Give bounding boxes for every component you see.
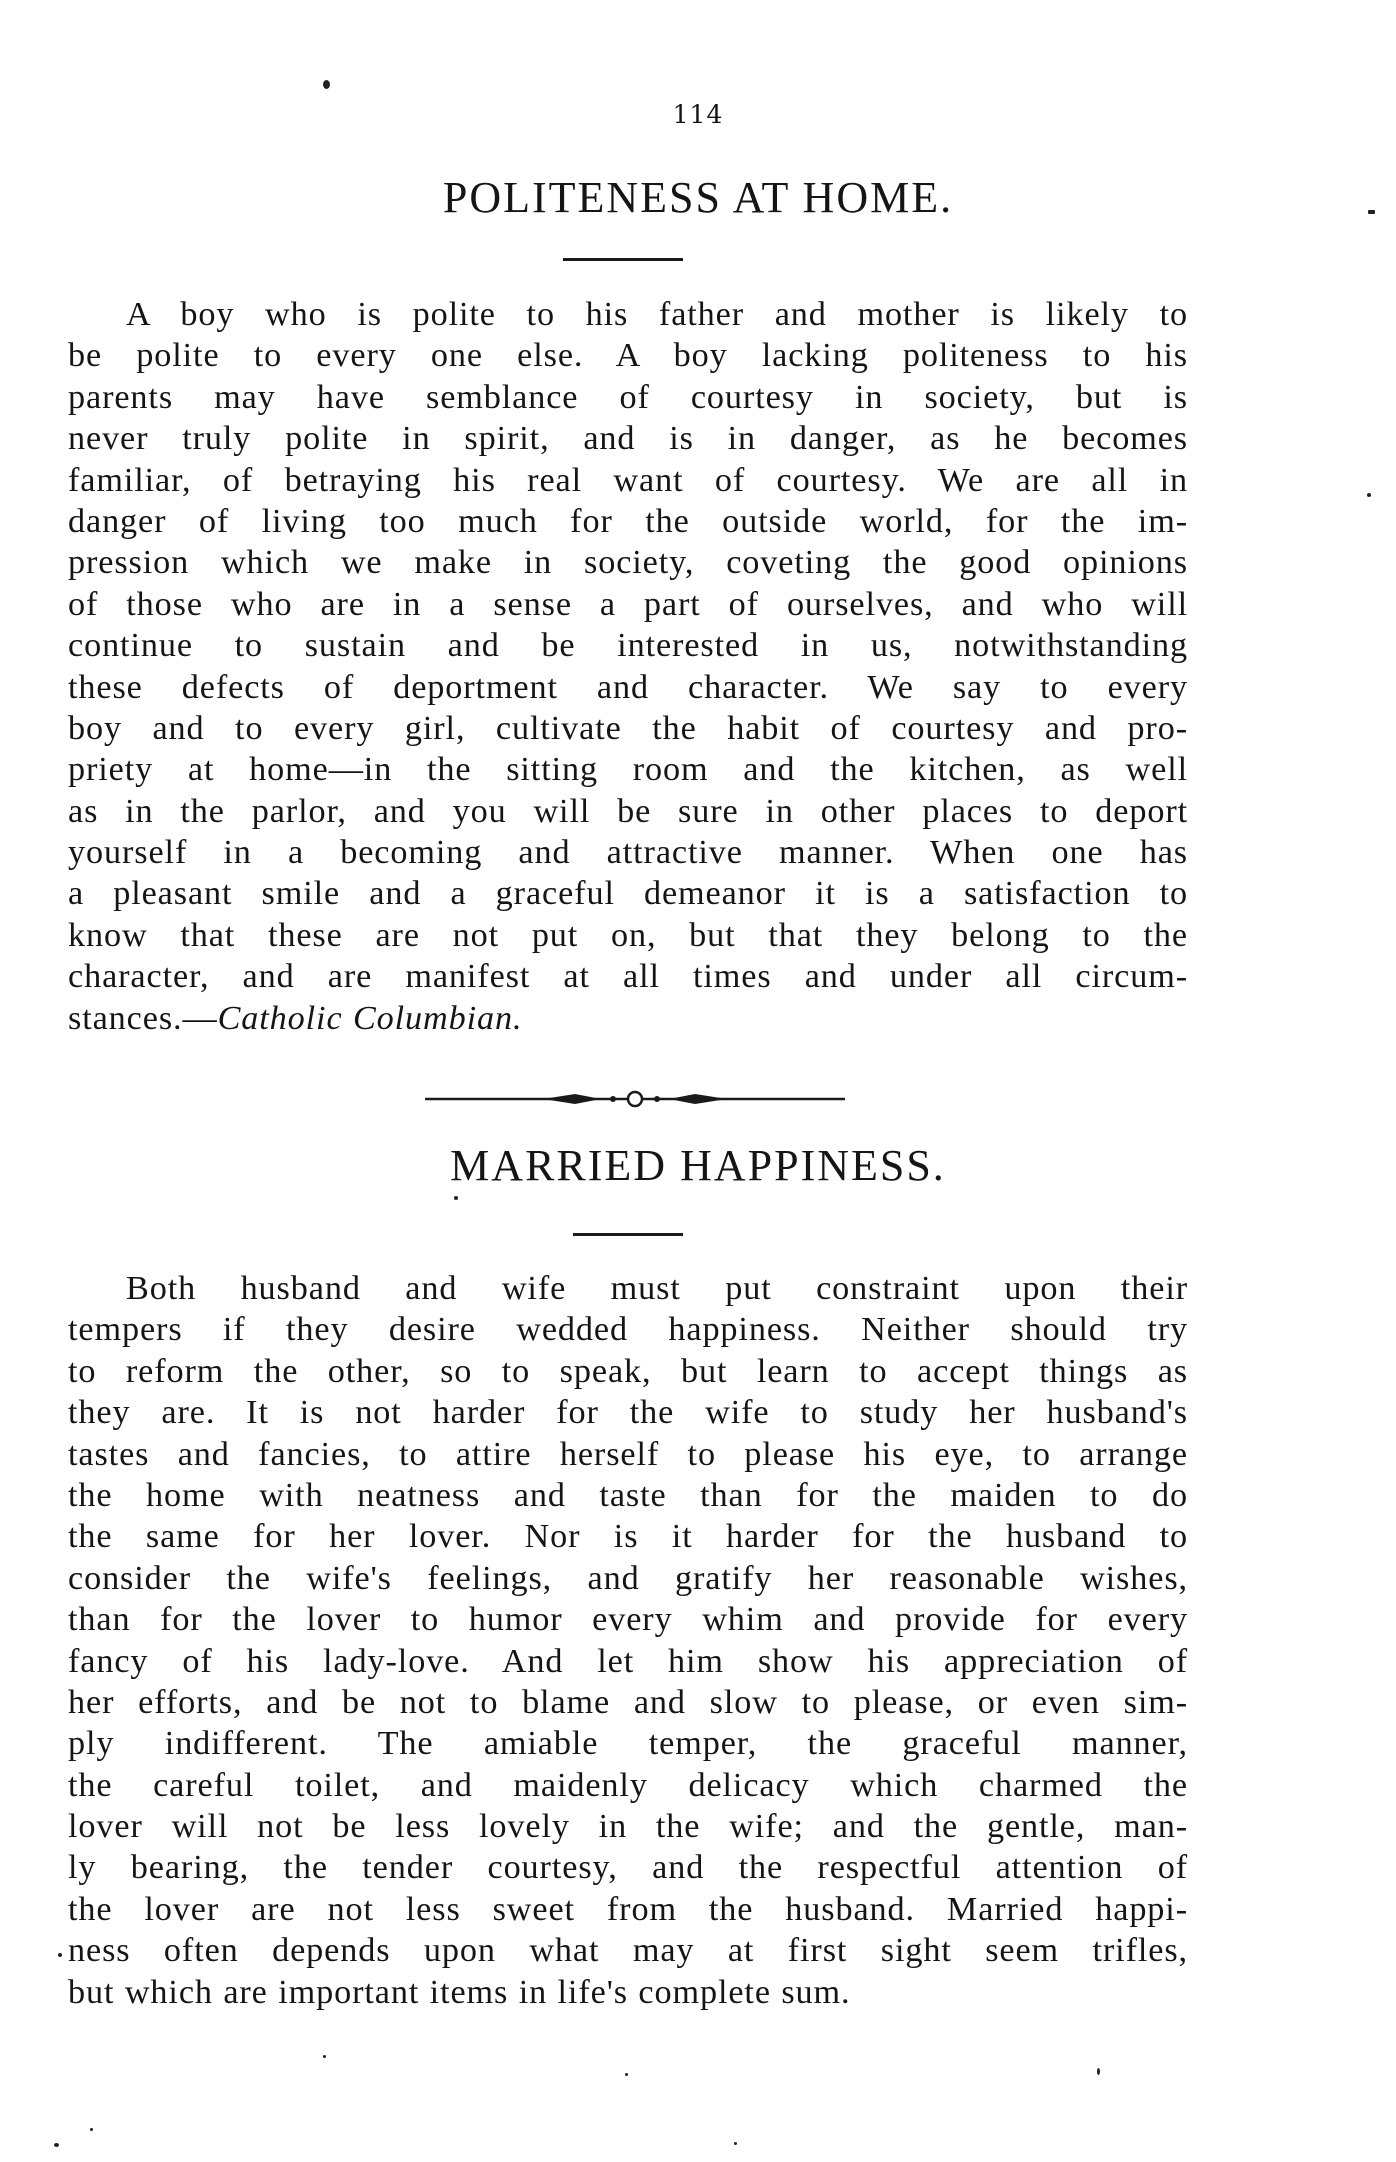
- body-line: never truly polite in spirit, and is in danger, as he becomes: [68, 420, 1188, 458]
- body-line: fancy of his lady-love. And let him show his appreciation of: [68, 1642, 1188, 1680]
- article-title-married-happiness: MARRIED HAPPINESS.: [450, 1141, 946, 1190]
- body-line: pression which we make in society, coveting the good opinions: [68, 544, 1188, 582]
- article-body-married-happiness: [68, 1268, 1188, 2013]
- body-line: of those who are in a sense a part of ourselves, and who will: [68, 585, 1188, 623]
- print-speck: [1097, 2068, 1100, 2075]
- body-line: a pleasant smile and a graceful demeanor it is a satisfaction to: [68, 875, 1188, 913]
- body-line: continue to sustain and be interested in us, notwithstanding: [68, 627, 1188, 665]
- body-line: character, and are manifest at all times and under all circum-: [68, 958, 1188, 996]
- body-line: the lover are not less sweet from the husband. Married happi-: [68, 1890, 1188, 1928]
- body-line: but which are important items in life's complete sum.: [68, 1973, 851, 2011]
- body-line: these defects of deportment and character. We say to every: [68, 668, 1188, 706]
- body-line: boy and to every girl, cultivate the habit of courtesy and pro-: [68, 709, 1188, 747]
- body-line: tastes and fancies, to attire herself to please his eye, to arrange: [68, 1435, 1188, 1473]
- body-line: tempers if they desire wedded happiness. Neither should try: [68, 1311, 1188, 1349]
- body-line: be polite to every one else. A boy lacking politeness to his: [68, 337, 1188, 375]
- body-line: ply indifferent. The amiable temper, the graceful manner,: [68, 1725, 1188, 1763]
- article-body-politeness: [68, 294, 1188, 1039]
- body-line: A boy who is polite to his father and mother is likely to: [126, 296, 1188, 333]
- body-line: the same for her lover. Nor is it harder for the husband to: [68, 1518, 1188, 1556]
- body-line: they are. It is not harder for the wife to study her husband's: [68, 1394, 1188, 1432]
- final-line-text: stances.—: [68, 999, 218, 1037]
- print-speck: [323, 2055, 326, 2058]
- body-line: danger of living too much for the outside world, for the im-: [68, 502, 1188, 540]
- body-line: to reform the other, so to speak, but learn to accept things as: [68, 1352, 1188, 1390]
- body-line: priety at home—in the sitting room and the kitchen, as well: [68, 751, 1188, 789]
- body-line: know that these are not put on, but that they belong to the: [68, 916, 1188, 954]
- print-speck: [454, 1196, 458, 1200]
- print-speck: [323, 80, 330, 89]
- body-line: ness often depends upon what may at first sight seem trifles,: [68, 1932, 1188, 1970]
- title-rule: [573, 1233, 683, 1236]
- page-number: 114: [672, 100, 724, 129]
- body-line: as in the parlor, and you will be sure in other places to deport: [68, 792, 1188, 830]
- article-title-politeness: POLITENESS AT HOME.: [442, 173, 954, 222]
- body-line: yourself in a becoming and attractive manner. When one has: [68, 834, 1188, 872]
- title-rule: [563, 258, 683, 261]
- print-speck: [625, 2073, 628, 2076]
- body-line: lover will not be less lovely in the wife; and the gentle, man-: [68, 1808, 1188, 1846]
- body-line: Both husband and wife must put constraint upon their: [126, 1270, 1188, 1307]
- print-speck: [734, 2142, 737, 2145]
- body-line: her efforts, and be not to blame and slow to please, or even sim-: [68, 1683, 1188, 1721]
- section-divider-ornament: [425, 1086, 845, 1112]
- body-line: consider the wife's feelings, and gratify her reasonable wishes,: [68, 1559, 1188, 1597]
- print-speck: [58, 1953, 62, 1957]
- body-line: parents may have semblance of courtesy in society, but is: [68, 378, 1188, 416]
- print-speck: [54, 2143, 59, 2147]
- print-speck: [90, 2128, 93, 2131]
- body-line: ly bearing, the tender courtesy, and the respectful attention of: [68, 1849, 1188, 1887]
- body-line: familiar, of betraying his real want of courtesy. We are all in: [68, 461, 1188, 499]
- body-line: the careful toilet, and maidenly delicacy which charmed the: [68, 1766, 1188, 1804]
- source-attribution: Catholic Columbian.: [217, 999, 523, 1037]
- body-line: than for the lover to humor every whim and provide for every: [68, 1601, 1188, 1639]
- body-line: the home with neatness and taste than for the maiden to do: [68, 1476, 1188, 1514]
- body-line-final: [68, 998, 1188, 1039]
- print-speck: [1367, 493, 1371, 497]
